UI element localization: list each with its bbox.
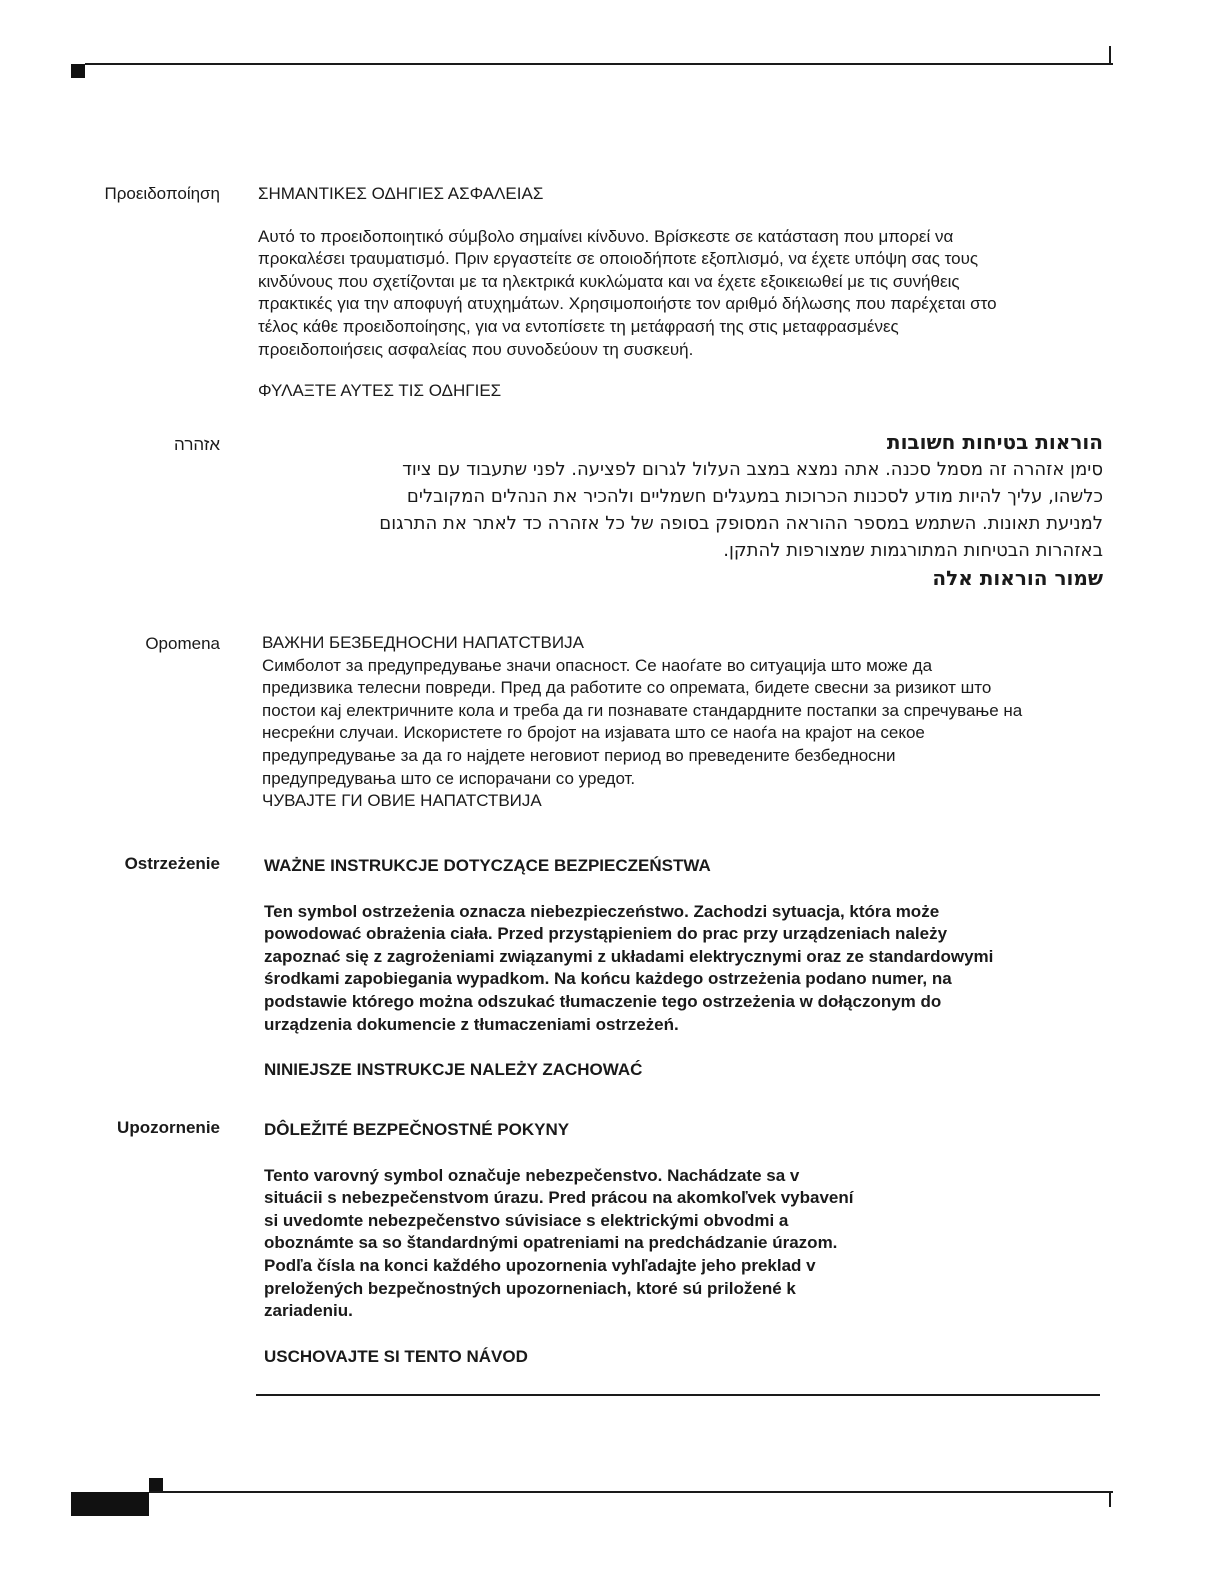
greek-line: Αυτό το προειδοποιητικό σύμβολο σημαίνει κίνδυνο. Βρίσκεστε σε κατάσταση που μπορεί να (258, 226, 954, 246)
slovak-line: zariadeniu. (264, 1301, 353, 1321)
slovak-line: Podľa čísla na konci každého upozornenia vyhľadajte jeho preklad v (264, 1255, 816, 1275)
slovak-warning-label: Upozornenie (117, 1118, 220, 1137)
greek-warning-label: Προειδοποίηση (104, 184, 220, 203)
slovak-line: si uvedomte nebezpečenstvo súvisiace s elektrickými obvodmi a (264, 1210, 789, 1230)
greek-warning-body (258, 183, 1118, 403)
slovak-line: oboznámte sa so štandardnými opatreniami na predchádzanie úrazom. (264, 1233, 838, 1253)
top-right-tick (1109, 46, 1111, 64)
section-end-rule (256, 1394, 1100, 1396)
macedonian-line: предизвика телесни повреди. Пред да работите со опремата, бидете свесни за ризикот што (262, 678, 992, 698)
greek-line: πρακτικές για την αποφυγή ατυχημάτων. Χρησιμοποιήστε τον αριθμό δήλωσης που παρέχεται στο (258, 294, 997, 314)
bottom-left-tab (71, 1492, 149, 1516)
polish-warning-body (264, 855, 1114, 1082)
polish-footer: NINIEJSZE INSTRUKCJE NALEŻY ZACHOWAĆ (264, 1060, 643, 1080)
slovak-heading: DÔLEŽITÉ BEZPEČNOSTNÉ POKYNY (264, 1120, 570, 1139)
bottom-left-marker (149, 1478, 163, 1492)
bottom-rule (149, 1491, 1113, 1493)
polish-line: urządzenia dokumencie z tłumaczeniami ostrzeżeń. (264, 1014, 679, 1034)
hebrew-footer: שמור הוראות אלה (932, 566, 1103, 590)
slovak-line: Tento varovný symbol označuje nebezpečenstvo. Nachádzate sa v (264, 1165, 800, 1185)
macedonian-line: предупредувања што се испорачани со уредот. (262, 768, 636, 788)
greek-line: προειδοποιήσεις ασφαλείας που συνοδεύουν τη συσκευή. (258, 339, 694, 359)
macedonian-warning-label: Opomena (145, 634, 220, 653)
greek-heading: ΣΗΜΑΝΤΙΚΕΣ ΟΔΗΓΙΕΣ ΑΣΦΑΛΕΙΑΣ (258, 184, 544, 203)
greek-line: τέλος κάθε προειδοποίησης, για να εντοπίσετε τη μετάφρασή της στις μεταφρασμένες (258, 316, 899, 336)
greek-line: κινδύνους που σχετίζονται με τα ηλεκτρικά κυκλώματα και να έχετε εξοικειωθεί με τις συνήθεις (258, 271, 960, 291)
macedonian-warning-body (262, 632, 1122, 813)
hebrew-line: באזהרות הבטיחות המתורגמות שמצורפות להתקן. (723, 540, 1103, 561)
slovak-line: situácii s nebezpečenstvom úrazu. Pred prácou na akomkoľvek vybavení (264, 1188, 854, 1208)
hebrew-line: כלשהו, עליך להיות מודע לסכנות הכרוכות במעגלים חשמליים ולהכיר את הנהלים המקובלים (406, 486, 1103, 507)
macedonian-line: предупредување за да го најдете неговиот период во преведените безбедносни (262, 745, 896, 765)
slovak-footer: USCHOVAJTE SI TENTO NÁVOD (264, 1346, 528, 1366)
polish-heading: WAŻNE INSTRUKCJE DOTYCZĄCE BEZPIECZEŃSTWA (264, 856, 711, 875)
polish-line: środkami zapobiegania wypadkom. Na końcu każdego ostrzeżenia podano numer, na (264, 969, 952, 989)
polish-warning-label: Ostrzeżenie (124, 854, 220, 873)
slovak-warning-body (264, 1119, 1114, 1368)
hebrew-warning-body (258, 428, 1103, 592)
top-rule (85, 63, 1113, 65)
polish-line: powodować obrażenia ciała. Przed przystąpieniem do prac przy urządzeniach należy (264, 924, 948, 944)
top-left-marker (71, 64, 85, 78)
greek-footer: ΦΥΛΑΞΤΕ ΑΥΤΕΣ ΤΙΣ ΟΔΗΓΙΕΣ (258, 381, 502, 401)
hebrew-heading: הוראות בטיחות חשובות (886, 430, 1103, 454)
macedonian-footer: ЧУВАЈТЕ ГИ ОВИЕ НАПАТСТВИЈА (262, 791, 542, 811)
polish-line: podstawie którego można odszukać tłumaczenie tego ostrzeżenia w dołączonym do (264, 991, 942, 1011)
macedonian-line: Симболот за предупредување значи опасност. Се наоѓате во ситуација што може да (262, 655, 933, 675)
macedonian-line: несреќни случаи. Искористете го бројот на изјавата што се наоѓа на крајот на секое (262, 723, 925, 743)
bottom-right-tick (1109, 1492, 1111, 1507)
polish-line: zapoznać się z zagrożeniami związanymi z układami elektrycznymi oraz ze standardowymi (264, 946, 994, 966)
macedonian-heading: ВАЖНИ БЕЗБЕДНОСНИ НАПАТСТВИЈА (262, 633, 584, 652)
polish-line: Ten symbol ostrzeżenia oznacza niebezpieczeństwo. Zachodzi sytuacja, która może (264, 901, 940, 921)
hebrew-line: סימן אזהרה זה מסמל סכנה. אתה נמצא במצב העלול לגרום לפציעה. לפני שתעבוד עם ציוד (402, 459, 1103, 480)
slovak-line: preložených bezpečnostných upozorneniach, ktoré sú priložené k (264, 1278, 796, 1298)
macedonian-line: постои кај електричните кола и треба да ги познавате стандардните постапки за спречување на (262, 700, 1023, 720)
greek-line: προκαλέσει τραυματισμό. Πριν εργαστείτε σε οποιοδήποτε εξοπλισμό, να έχετε υπόψη σας τους (258, 249, 979, 269)
hebrew-warning-label: אזהרה (174, 435, 220, 454)
hebrew-line: למניעת תאונות. השתמש במספר ההוראה המסופק בסופה של כל אזהרה כד לאתר את התרגום (379, 513, 1103, 534)
